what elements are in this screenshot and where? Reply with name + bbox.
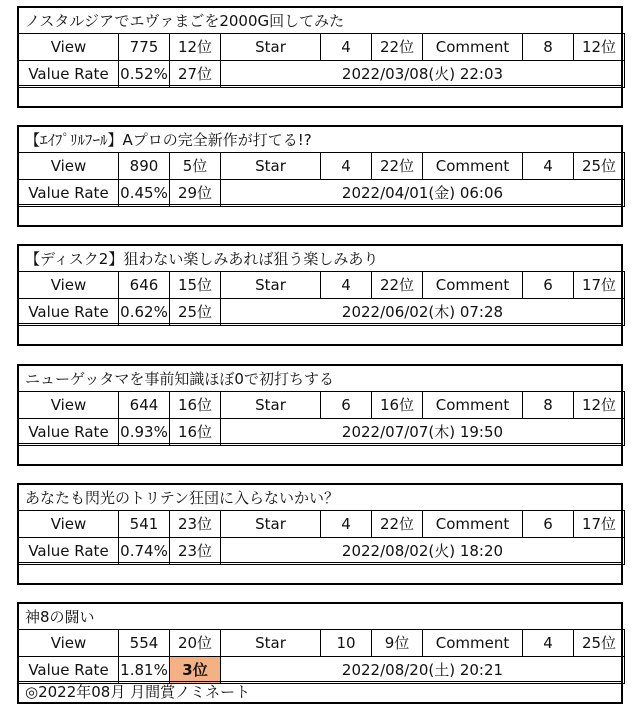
comment-label: Comment [423, 392, 523, 419]
value-rate-rank: 29位 [170, 180, 221, 207]
post-stats-table [18, 510, 625, 565]
view-label: View [19, 392, 119, 419]
value-rate-rank: 27位 [170, 61, 221, 88]
star-count: 4 [321, 153, 372, 180]
post-datetime: 2022/04/01(金) 06:06 [221, 180, 625, 207]
star-rank: 22位 [372, 153, 423, 180]
stats-row [19, 511, 625, 538]
star-label: Star [221, 153, 321, 180]
view-rank: 5位 [170, 153, 221, 180]
comment-rank: 25位 [574, 153, 625, 180]
comment-rank: 12位 [574, 34, 625, 61]
post-datetime: 2022/08/02(火) 18:20 [221, 538, 625, 565]
star-rank: 22位 [372, 34, 423, 61]
star-rank: 16位 [372, 392, 423, 419]
view-rank: 23位 [170, 511, 221, 538]
value-rate-rank: 3位 [170, 657, 221, 684]
value-rate-rank: 23位 [170, 538, 221, 565]
post-title[interactable]: ニューゲッタマを事前知識ほぼ0で初打ちする [25, 370, 334, 388]
star-rank: 22位 [372, 272, 423, 299]
post-datetime: 2022/06/02(木) 07:28 [221, 299, 625, 326]
value-rate: 1.81% [119, 657, 170, 684]
view-rank: 15位 [170, 272, 221, 299]
post-title[interactable]: 【ディスク2】狙わない楽しみあれば狙う楽しみあり [25, 250, 379, 268]
star-label: Star [221, 34, 321, 61]
stats-row [19, 392, 625, 419]
post-card [17, 125, 623, 227]
post-datetime: 2022/08/20(土) 20:21 [221, 657, 625, 684]
value-rate-rank: 25位 [170, 299, 221, 326]
comment-label: Comment [423, 630, 523, 657]
post-card [17, 244, 623, 346]
post-stats-table [18, 629, 625, 684]
value-rate-label: Value Rate [19, 180, 119, 207]
star-count: 10 [321, 630, 372, 657]
post-datetime: 2022/07/07(木) 19:50 [221, 419, 625, 446]
value-rate-label: Value Rate [19, 299, 119, 326]
value-rate-label: Value Rate [19, 61, 119, 88]
comment-count: 4 [523, 153, 574, 180]
post-stats-table [18, 391, 625, 446]
post-card [17, 483, 623, 585]
view-label: View [19, 511, 119, 538]
post-card [17, 6, 623, 108]
post-title[interactable]: あなたも閃光のトリテン狂団に入らないかい？ [25, 489, 339, 507]
rate-row [19, 538, 625, 565]
comment-count: 8 [523, 392, 574, 419]
star-rank: 9位 [372, 630, 423, 657]
value-rate: 0.93% [119, 419, 170, 446]
comment-rank: 17位 [574, 272, 625, 299]
view-label: View [19, 34, 119, 61]
comment-count: 6 [523, 272, 574, 299]
rate-row [19, 61, 625, 88]
comment-rank: 12位 [574, 392, 625, 419]
view-count: 644 [119, 392, 170, 419]
post-stats-table [18, 152, 625, 207]
star-count: 4 [321, 272, 372, 299]
view-rank: 20位 [170, 630, 221, 657]
stats-row [19, 630, 625, 657]
view-count: 554 [119, 630, 170, 657]
value-rate: 0.74% [119, 538, 170, 565]
view-count: 890 [119, 153, 170, 180]
value-rate: 0.62% [119, 299, 170, 326]
comment-label: Comment [423, 511, 523, 538]
post-stats-table [18, 271, 625, 326]
post-title[interactable]: ノスタルジアでエヴァまごを2000G回してみた [25, 12, 345, 30]
view-label: View [19, 272, 119, 299]
stats-row [19, 272, 625, 299]
comment-count: 8 [523, 34, 574, 61]
star-label: Star [221, 392, 321, 419]
rate-row [19, 299, 625, 326]
star-label: Star [221, 511, 321, 538]
value-rate-label: Value Rate [19, 538, 119, 565]
rate-row [19, 657, 625, 684]
view-label: View [19, 153, 119, 180]
comment-rank: 17位 [574, 511, 625, 538]
post-card [17, 602, 623, 704]
post-card [17, 364, 623, 466]
stats-row [19, 153, 625, 180]
value-rate-rank: 16位 [170, 419, 221, 446]
star-count: 4 [321, 511, 372, 538]
view-rank: 12位 [170, 34, 221, 61]
post-datetime: 2022/03/08(火) 22:03 [221, 61, 625, 88]
post-title[interactable]: 【ｴｲﾌﾟﾘﾙﾌｰﾙ】Aプロの完全新作が打てる!? [25, 131, 312, 149]
comment-label: Comment [423, 272, 523, 299]
star-label: Star [221, 630, 321, 657]
post-note [19, 562, 621, 583]
view-label: View [19, 630, 119, 657]
view-rank: 16位 [170, 392, 221, 419]
stats-row [19, 34, 625, 61]
rate-row [19, 419, 625, 446]
view-count: 541 [119, 511, 170, 538]
comment-label: Comment [423, 153, 523, 180]
comment-count: 6 [523, 511, 574, 538]
star-count: 4 [321, 34, 372, 61]
post-title[interactable]: 神8の闘い [25, 608, 95, 626]
value-rate-label: Value Rate [19, 419, 119, 446]
star-count: 6 [321, 392, 372, 419]
post-note [19, 204, 621, 225]
post-note [19, 443, 621, 464]
comment-rank: 25位 [574, 630, 625, 657]
value-rate-label: Value Rate [19, 657, 119, 684]
comment-label: Comment [423, 34, 523, 61]
view-count: 775 [119, 34, 170, 61]
post-stats-table [18, 33, 625, 88]
post-note [19, 85, 621, 106]
star-label: Star [221, 272, 321, 299]
value-rate: 0.45% [119, 180, 170, 207]
post-note: ◎2022年08月 月間賞ノミネート [19, 681, 621, 702]
view-count: 646 [119, 272, 170, 299]
star-rank: 22位 [372, 511, 423, 538]
rate-row [19, 180, 625, 207]
value-rate: 0.52% [119, 61, 170, 88]
comment-count: 4 [523, 630, 574, 657]
post-note [19, 323, 621, 344]
